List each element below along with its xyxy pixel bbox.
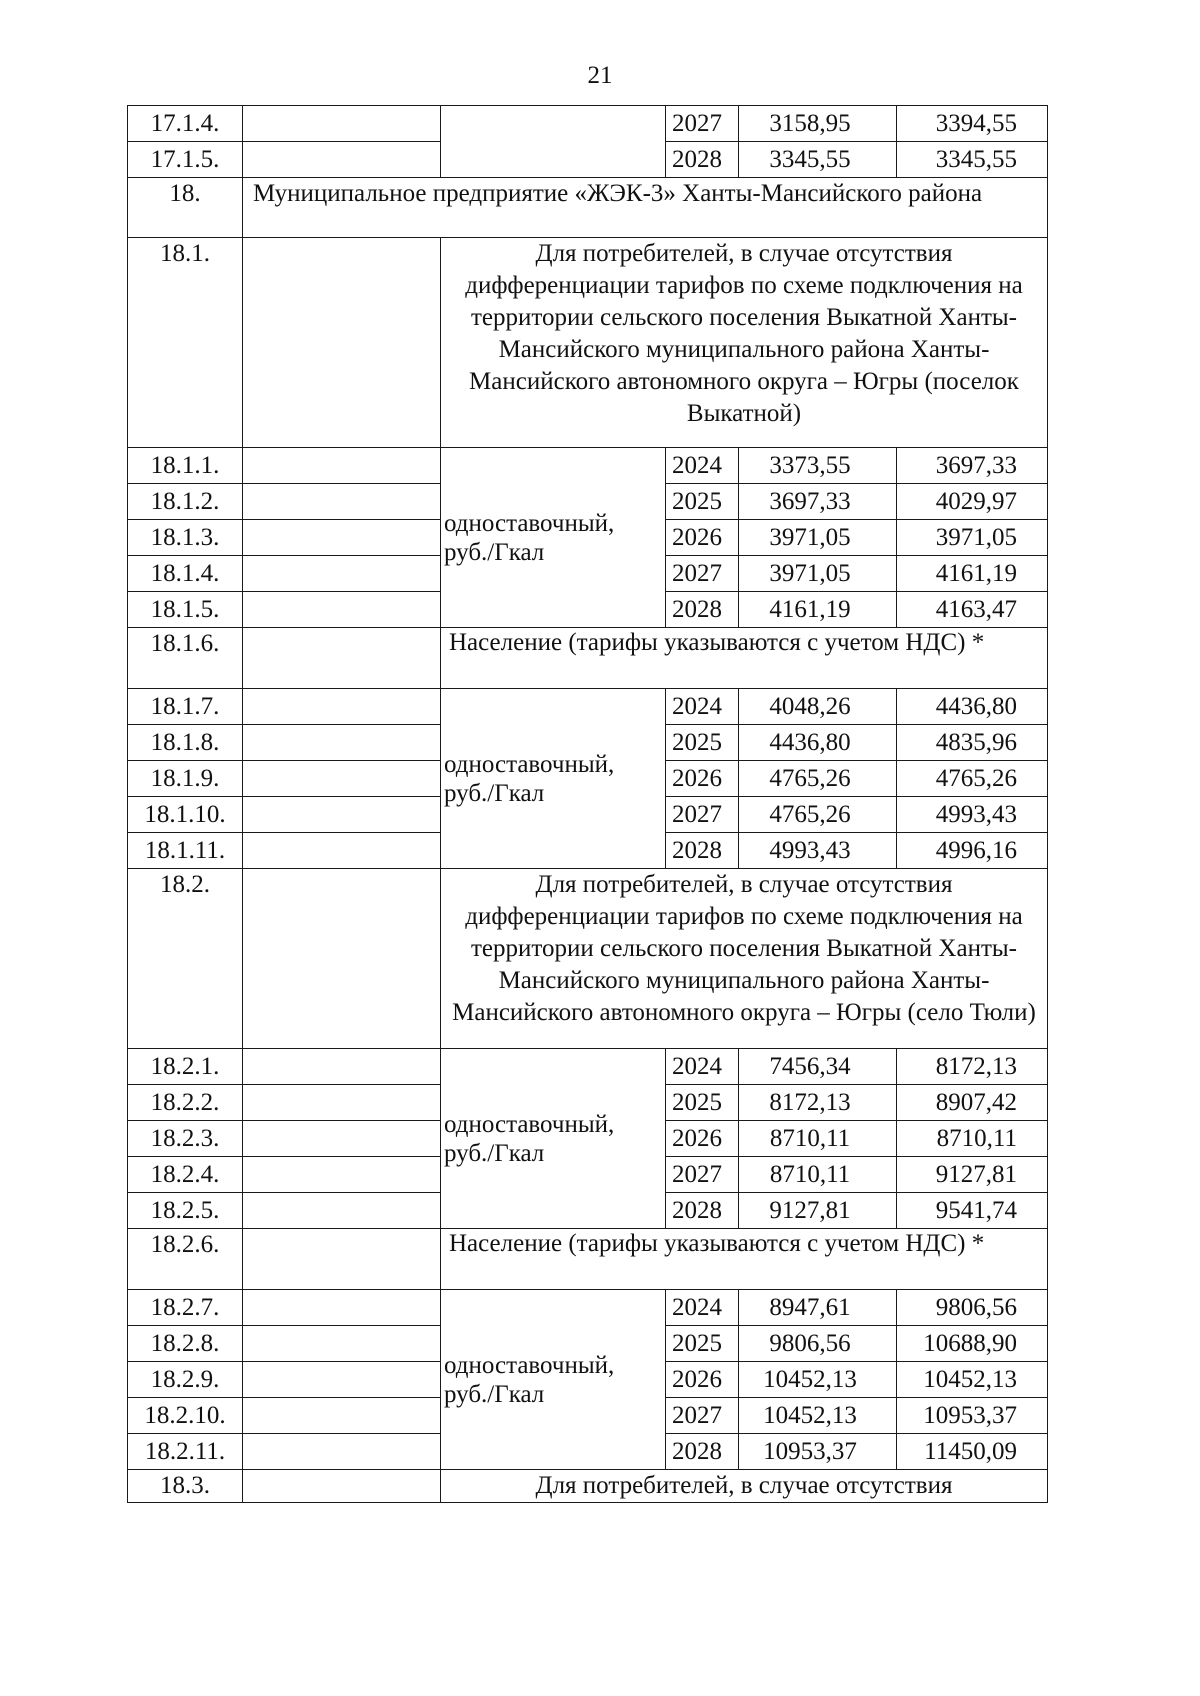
year-cell: 2027 [666,1398,739,1434]
table-row [128,448,1048,484]
empty-cell [243,1434,441,1470]
row-number-cell: 18.1.5. [128,592,243,628]
tariff-value-cell: 3971,05 [739,520,897,556]
row-number-cell: 18.2.11. [128,1434,243,1470]
tariff-value-cell: 10953,37 [739,1434,897,1470]
row-number-cell: 18.2. [128,869,243,1049]
empty-cell [243,1085,441,1121]
empty-cell [243,592,441,628]
empty-cell [441,106,666,178]
empty-cell [243,556,441,592]
row-number-cell: 18.1.8. [128,725,243,761]
empty-cell [243,520,441,556]
tariff-value-cell: 8710,11 [739,1121,897,1157]
table-row [128,106,1048,142]
year-cell: 2028 [666,592,739,628]
row-number-cell: 18.2.6. [128,1229,243,1290]
tariff-value-cell: 10452,13 [897,1362,1048,1398]
empty-cell [243,1193,441,1229]
year-cell: 2025 [666,1085,739,1121]
empty-cell [243,1362,441,1398]
row-number-cell: 18.2.3. [128,1121,243,1157]
unit-cell: одноставочный, руб./Гкал [441,689,666,869]
tariff-value-cell: 4163,47 [897,592,1048,628]
tariff-value-cell: 10452,13 [739,1362,897,1398]
year-cell: 2026 [666,761,739,797]
consumer-group-heading: Для потребителей, в случае отсутствия дифференциации тарифов по схеме подключения на территории сельского поселения Выкатной Ханты-Мансийского муниципального района Ханты-Мансийского автономного округа – Югры (поселок Выкатной) [441,238,1048,448]
tariff-value-cell: 8172,13 [897,1049,1048,1085]
row-number-cell: 18.1.7. [128,689,243,725]
tariff-value-cell: 4765,26 [739,761,897,797]
tariff-value-cell: 10953,37 [897,1398,1048,1434]
tariff-value-cell: 4993,43 [739,833,897,869]
tariff-value-cell: 10688,90 [897,1326,1048,1362]
year-cell: 2026 [666,1121,739,1157]
consumer-group-heading: Для потребителей, в случае отсутствия [441,1470,1048,1503]
consumer-group-heading: Для потребителей, в случае отсутствия дифференциации тарифов по схеме подключения на территории сельского поселения Выкатной Ханты-Мансийского муниципального района Ханты-Мансийского автономного округа – Югры (село Тюли) [441,869,1048,1049]
tariff-value-cell: 11450,09 [897,1434,1048,1470]
tariff-table [127,105,1048,1503]
tariff-value-cell: 4436,80 [897,689,1048,725]
table-row [128,869,1048,1049]
empty-cell [243,484,441,520]
empty-cell [243,797,441,833]
year-cell: 2027 [666,797,739,833]
row-number-cell: 18.2.5. [128,1193,243,1229]
tariff-value-cell: 3345,55 [897,142,1048,178]
tariff-value-cell: 3345,55 [739,142,897,178]
tariff-value-cell: 4835,96 [897,725,1048,761]
row-number-cell: 18.1.11. [128,833,243,869]
table-row [128,1049,1048,1085]
tariff-value-cell: 3697,33 [897,448,1048,484]
empty-cell [243,1121,441,1157]
tariff-value-cell: 4765,26 [897,761,1048,797]
row-number-cell: 18.2.4. [128,1157,243,1193]
tariff-value-cell: 8710,11 [739,1157,897,1193]
table-row [128,238,1048,448]
row-number-cell: 18.2.8. [128,1326,243,1362]
row-number-cell: 18.2.1. [128,1049,243,1085]
tariff-value-cell: 4161,19 [897,556,1048,592]
empty-cell [243,689,441,725]
tariff-value-cell: 3158,95 [739,106,897,142]
population-heading: Население (тарифы указываются с учетом НДС) * [441,628,1048,689]
year-cell: 2027 [666,106,739,142]
tariff-value-cell: 3697,33 [739,484,897,520]
year-cell: 2028 [666,1193,739,1229]
row-number-cell: 18.1.6. [128,628,243,689]
year-cell: 2027 [666,1157,739,1193]
empty-cell [243,628,441,689]
row-number-cell: 18.1.4. [128,556,243,592]
empty-cell [243,869,441,1049]
tariff-value-cell: 4029,97 [897,484,1048,520]
year-cell: 2028 [666,833,739,869]
year-cell: 2025 [666,725,739,761]
tariff-value-cell: 9127,81 [739,1193,897,1229]
empty-cell [243,833,441,869]
year-cell: 2025 [666,484,739,520]
row-number-cell: 18.2.9. [128,1362,243,1398]
unit-cell: одноставочный, руб./Гкал [441,448,666,628]
empty-cell [243,1157,441,1193]
row-number-cell: 18.2.10. [128,1398,243,1434]
empty-cell [243,1470,441,1503]
tariff-value-cell: 4765,26 [739,797,897,833]
year-cell: 2028 [666,1434,739,1470]
row-number-cell: 18.2.2. [128,1085,243,1121]
tariff-value-cell: 8907,42 [897,1085,1048,1121]
row-number-cell: 18.1.1. [128,448,243,484]
tariff-value-cell: 9541,74 [897,1193,1048,1229]
row-number-cell: 18.3. [128,1470,243,1503]
year-cell: 2026 [666,520,739,556]
year-cell: 2025 [666,1326,739,1362]
empty-cell [243,142,441,178]
row-number-cell: 18.1.10. [128,797,243,833]
page-number: 21 [587,62,613,89]
unit-cell: одноставочный, руб./Гкал [441,1049,666,1229]
empty-cell [243,1049,441,1085]
table-row [128,628,1048,689]
row-number-cell: 18.1.9. [128,761,243,797]
empty-cell [243,1326,441,1362]
empty-cell [243,238,441,448]
tariff-value-cell: 8947,61 [739,1290,897,1326]
population-heading: Население (тарифы указываются с учетом НДС) * [441,1229,1048,1290]
empty-cell [243,1290,441,1326]
row-number-cell: 18.1.2. [128,484,243,520]
empty-cell [243,761,441,797]
table-row [128,1470,1048,1503]
tariff-value-cell: 3394,55 [897,106,1048,142]
tariff-value-cell: 4436,80 [739,725,897,761]
table-row [128,1229,1048,1290]
row-number-cell: 18.1. [128,238,243,448]
year-cell: 2027 [666,556,739,592]
unit-cell: одноставочный, руб./Гкал [441,1290,666,1470]
empty-cell [243,1229,441,1290]
tariff-value-cell: 4996,16 [897,833,1048,869]
row-number-cell: 18.1.3. [128,520,243,556]
tariff-value-cell: 3971,05 [739,556,897,592]
year-cell: 2024 [666,448,739,484]
row-number-cell: 17.1.4. [128,106,243,142]
empty-cell [243,106,441,142]
tariff-value-cell: 4048,26 [739,689,897,725]
table-row [128,1290,1048,1326]
empty-cell [243,1398,441,1434]
tariff-value-cell: 9127,81 [897,1157,1048,1193]
empty-cell [243,725,441,761]
empty-cell [243,448,441,484]
year-cell: 2026 [666,1362,739,1398]
tariff-value-cell: 3373,55 [739,448,897,484]
tariff-value-cell: 4161,19 [739,592,897,628]
table-row [128,178,1048,238]
year-cell: 2028 [666,142,739,178]
tariff-value-cell: 10452,13 [739,1398,897,1434]
tariff-value-cell: 3971,05 [897,520,1048,556]
year-cell: 2024 [666,1290,739,1326]
table-row [128,689,1048,725]
tariff-value-cell: 8172,13 [739,1085,897,1121]
tariff-value-cell: 4993,43 [897,797,1048,833]
tariff-value-cell: 9806,56 [897,1290,1048,1326]
year-cell: 2024 [666,1049,739,1085]
year-cell: 2024 [666,689,739,725]
row-number-cell: 18. [128,178,243,238]
tariff-value-cell: 9806,56 [739,1326,897,1362]
tariff-value-cell: 8710,11 [897,1121,1048,1157]
organization-name-cell: Муниципальное предприятие «ЖЭК-3» Ханты-Мансийского района [243,178,1048,238]
row-number-cell: 18.2.7. [128,1290,243,1326]
row-number-cell: 17.1.5. [128,142,243,178]
tariff-value-cell: 7456,34 [739,1049,897,1085]
